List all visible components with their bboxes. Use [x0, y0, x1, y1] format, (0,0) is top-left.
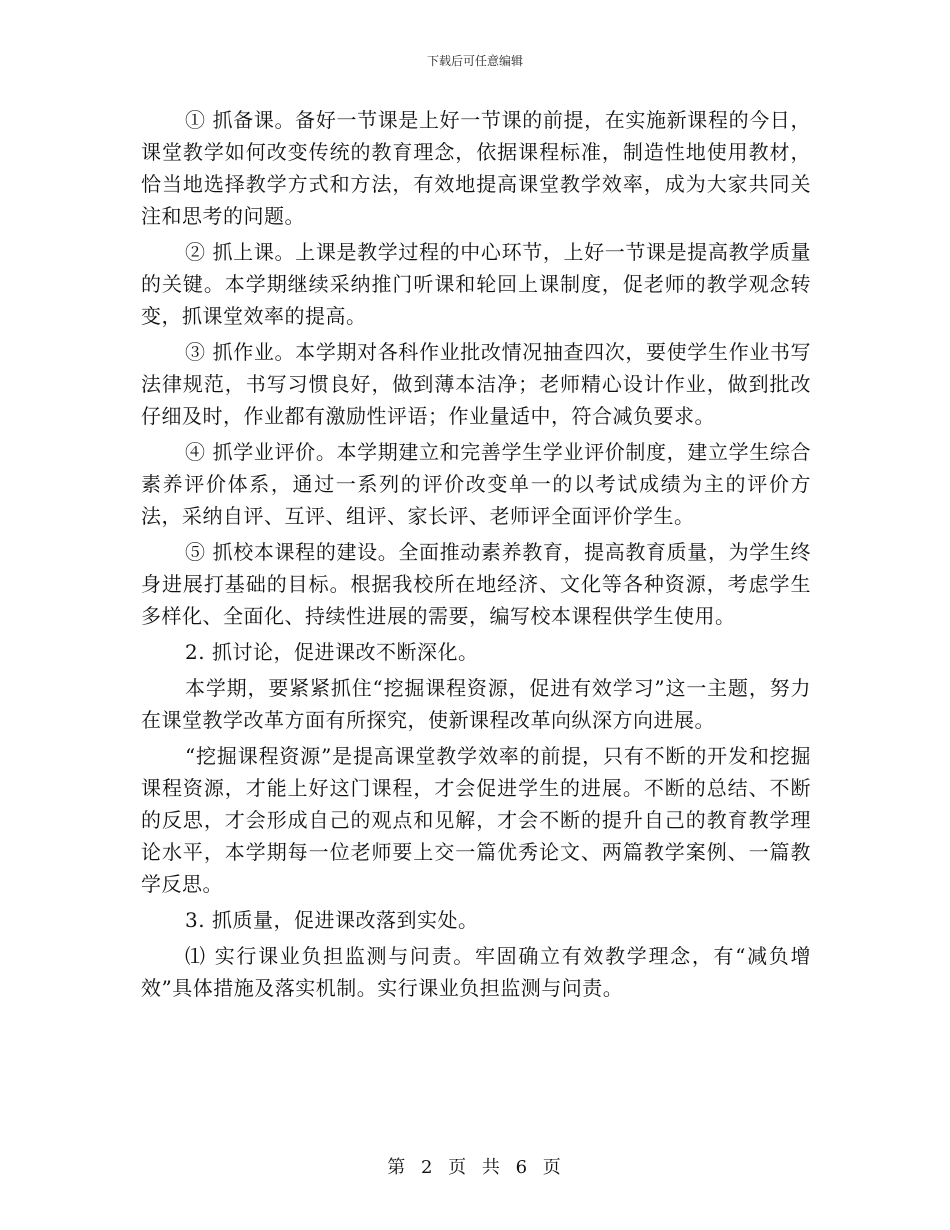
page-header-note: 下载后可任意编辑	[426, 54, 523, 68]
page-number-footer: 第 2 页 共 6 页	[387, 1157, 563, 1178]
paragraph-evaluation: ④ 抓学业评价。本学期建立和完善学生学业评价制度，建立学生综合素养评价体系，通过一系列的评价改变单一的以考试成绩为主的评价方法，采纳自评、互评、组评、家长评、老师评全面评价学生。	[141, 440, 811, 528]
document-body	[141, 104, 811, 1004]
paragraph-school-curriculum: ⑤ 抓校本课程的建设。全面推动素养教育，提高教育质量，为学生终身进展打基础的目标。根据我校所在地经济、文化等各种资源，考虑学生多样化、全面化、持续性进展的需要，编写校本课程供学生使用。	[141, 540, 811, 628]
paragraph-teaching: ② 抓上课。上课是教学过程的中心环节，上好一节课是提高教学质量的关键。本学期继续采纳推门听课和轮回上课制度，促老师的教学观念转变，抓课堂效率的提高。	[141, 240, 811, 328]
paragraph-semester-theme: 本学期，要紧紧抓住“挖掘课程资源，促进有效学习”这一主题，努力在课堂教学改革方面有所探究，使新课程改革向纵深方向进展。	[141, 676, 811, 732]
section-heading-discussion: 2. 抓讨论，促进课改不断深化。	[185, 640, 479, 664]
paragraph-prepare-lessons: ① 抓备课。备好一节课是上好一节课的前提，在实施新课程的今日，课堂教学如何改变传统的教育理念，依据课程标准，制造性地使用教材，恰当地选择教学方式和方法，有效地提高课堂教学效率，成为大家共同关注和思考的问题。	[141, 108, 811, 228]
paragraph-curriculum-resources: “挖掘课程资源”是提高课堂教学效率的前提，只有不断的开发和挖掘课程资源，才能上好这门课程，才会促进学生的进展。不断的总结、不断的反思，才会形成自己的观点和见解，才会不断的提升自己的教育教学理论水平，本学期每一位老师要上交一篇优秀论文、两篇教学案例、一篇教学反思。	[141, 744, 811, 896]
section-heading-quality: 3. 抓质量，促进课改落到实处。	[185, 908, 479, 932]
paragraph-homework: ③ 抓作业。本学期对各科作业批改情况抽查四次，要使学生作业书写法律规范，书写习惯良好，做到薄本洁净；老师精心设计作业，做到批改仔细及时，作业都有激励性评语；作业量适中，符合减负要求。	[141, 340, 811, 428]
paragraph-workload-monitoring: ⑴ 实行课业负担监测与问责。牢固确立有效教学理念，有“减负增效”具体措施及落实机制。实行课业负担监测与问责。	[141, 944, 811, 1000]
